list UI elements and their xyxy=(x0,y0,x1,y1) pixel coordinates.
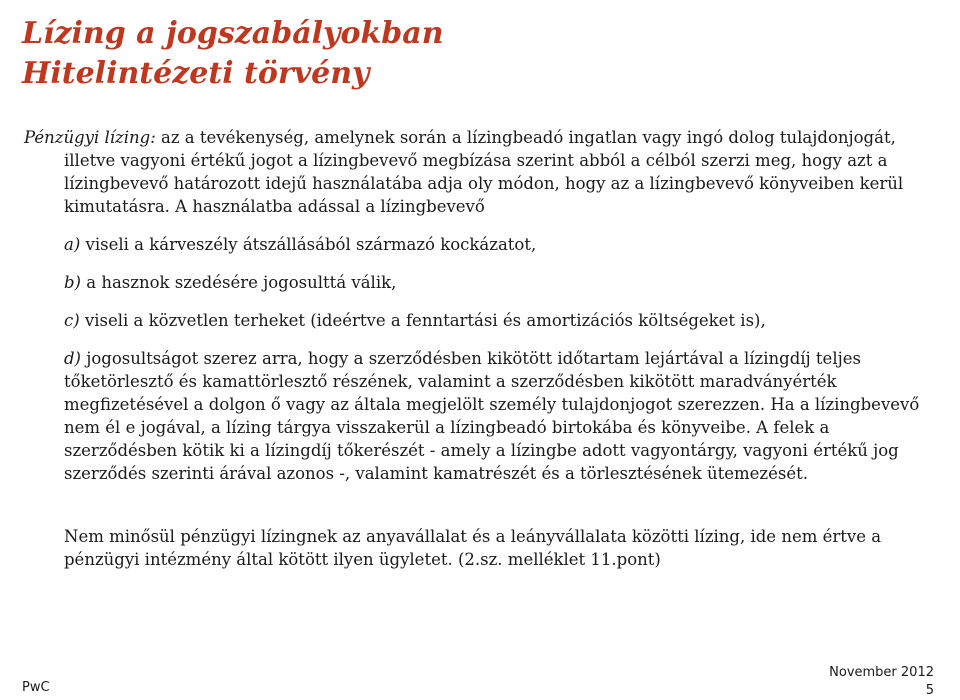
item-marker: a) xyxy=(64,235,81,254)
list-item-d xyxy=(64,347,944,485)
item-text: jogosultságot szerez arra, hogy a szerződésben kikötött időtartam lejártával a lízingdíj teljes tőketörlesztő és kamattörlesztő részének, valamint a szerződésben kikötött maradványérték megfizetésével a dolgon ő vagy az általa megjelölt személy tulajdonjogot szerezzen. Ha a lízingbevevő nem él e jogával, a lízing tárgya visszakerül a lízingbeadó birtokába és könyveibe. A felek a szerződésben kötik ki a lízingdíj tőkerészét - amely a lízingbe adott vagyontárgy, vagyoni értékű jog szerződés szerinti árával azonos -, valamint kamatrészét és a törlesztésének ütemezését. xyxy=(64,349,920,483)
definition-items xyxy=(24,233,944,485)
item-text: viseli a közvetlen terheket (ideértve a fenntartási és amortizációs költségeket is), xyxy=(79,311,766,330)
page-number: 5 xyxy=(925,683,934,698)
item-marker: b) xyxy=(64,273,81,292)
title-line-2: Hitelintézeti törvény xyxy=(22,56,370,91)
definition-text: az a tevékenység, amelynek során a lízingbeadó ingatlan vagy ingó dolog tulajdonjogát, illetve vagyoni értékű jogot a lízingbevevő megbízása szerint abból a célból szerzi meg, hogy azt a lízingbevevő határozott idejű használatába adja oly módon, hogy az a lízingbevevő könyveiben kerül kimutatásra. A használatba adással a lízingbevevő xyxy=(64,128,904,216)
definition-term: Pénzügyi lízing: xyxy=(24,128,156,147)
list-item-c xyxy=(64,309,944,332)
item-marker: c) xyxy=(64,311,80,330)
document-body xyxy=(24,126,944,571)
footer-meta xyxy=(829,664,934,700)
item-text: a hasznok szedésére jogosulttá válik, xyxy=(81,273,397,292)
title-line-1: Lízing a jogszabályokban xyxy=(22,16,444,51)
footer-date: November 2012 xyxy=(829,665,934,680)
footer-brand: PwC xyxy=(22,680,50,695)
list-item-a xyxy=(64,233,944,256)
item-text: viseli a kárveszély átszállásából származó kockázatot, xyxy=(80,235,537,254)
list-item-b xyxy=(64,271,944,294)
definition-paragraph xyxy=(24,126,944,218)
note-paragraph: Nem minősül pénzügyi lízingnek az anyavállalat és a leányvállalata közötti lízing, ide nem értve a pénzügyi intézmény által kötött ilyen ügyletet. (2.sz. melléklet 11.pont) xyxy=(64,527,882,569)
item-marker: d) xyxy=(64,349,81,368)
page-title xyxy=(22,14,444,94)
